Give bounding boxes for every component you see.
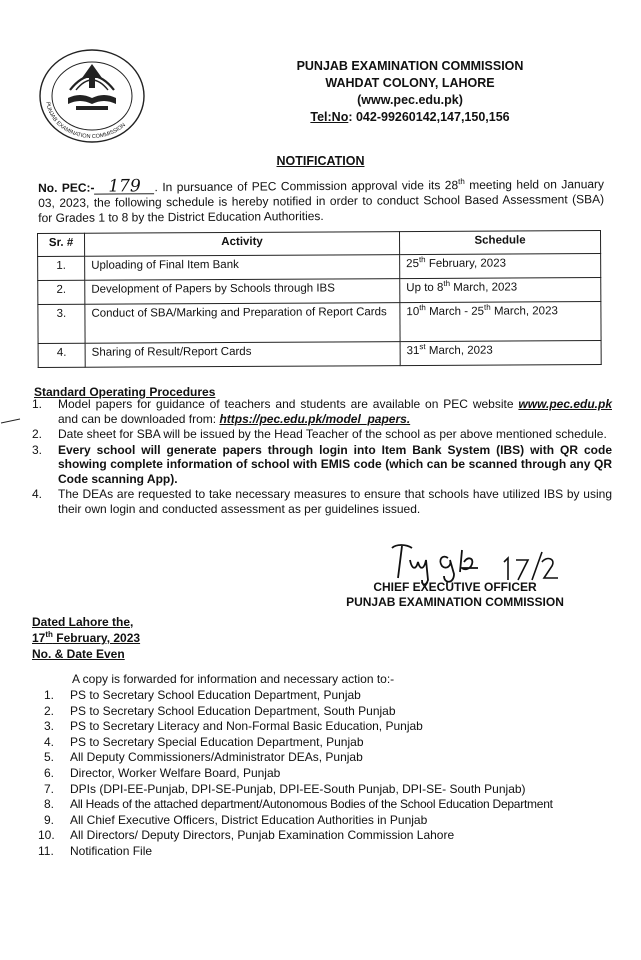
list-item bbox=[44, 813, 634, 829]
list-item bbox=[32, 427, 612, 442]
cell-sr: 4. bbox=[38, 343, 85, 367]
header-activity: Activity bbox=[85, 232, 400, 257]
cell-schedule bbox=[400, 278, 601, 303]
copy-item-text: PS to Secretary School Education Department, Punjab bbox=[70, 688, 361, 702]
cell-activity: Conduct of SBA/Marking and Preparation of Report Cards bbox=[85, 303, 400, 344]
notification-no-label: No. PEC:- bbox=[38, 180, 95, 195]
tel-label: Tel:No bbox=[310, 110, 349, 124]
cell-schedule bbox=[400, 302, 601, 342]
sched-text: 25 bbox=[406, 258, 419, 271]
model-papers-link[interactable]: https://pec.edu.pk/model_papers. bbox=[219, 411, 411, 426]
website-link[interactable]: www.pec.edu.pk bbox=[518, 397, 612, 411]
list-item bbox=[44, 735, 634, 751]
list-number: 1. bbox=[32, 397, 43, 411]
tel-number: : 042-99260142,147,150,156 bbox=[348, 110, 510, 124]
list-item bbox=[44, 688, 634, 704]
copy-item-text: All Deputy Commissioners/Administrator DEAs, Punjab bbox=[70, 750, 363, 765]
header-schedule: Schedule bbox=[399, 231, 600, 255]
cell-activity: Sharing of Result/Report Cards bbox=[85, 342, 400, 368]
list-number: 11. bbox=[38, 843, 54, 858]
dated-day: 17 bbox=[32, 631, 46, 645]
list-number: 1. bbox=[44, 688, 55, 702]
sched-sup: th bbox=[443, 279, 451, 289]
sched-text: February, 2023 bbox=[425, 257, 507, 270]
cell-sr: 1. bbox=[38, 256, 85, 280]
sop-item-text: Date sheet for SBA will be issued by the Head Teacher of the school as per above mentioned schedule. bbox=[58, 427, 607, 441]
sched-text: 10 bbox=[406, 305, 420, 319]
org-website: (www.pec.edu.pk) bbox=[357, 93, 463, 107]
list-item bbox=[44, 766, 634, 782]
list-number: 7. bbox=[44, 781, 55, 796]
list-item bbox=[44, 719, 634, 735]
list-number: 3. bbox=[32, 442, 43, 457]
notification-intro bbox=[38, 176, 604, 226]
list-number: 5. bbox=[44, 750, 55, 765]
cell-schedule bbox=[400, 341, 601, 366]
copy-item-text: Director, Worker Welfare Board, Punjab bbox=[70, 765, 281, 780]
pec-logo bbox=[28, 40, 156, 150]
sched-sup: th bbox=[418, 255, 426, 265]
list-item bbox=[38, 828, 634, 844]
sop-item-text bbox=[58, 397, 612, 426]
sched-sup: th bbox=[484, 302, 491, 312]
org-telephone bbox=[250, 109, 570, 126]
cell-sr: 2. bbox=[38, 280, 85, 304]
sop-list bbox=[32, 397, 612, 517]
signatory-org: PUNJAB EXAMINATION COMMISSION bbox=[346, 595, 564, 609]
copy-item-text: PS to Secretary School Education Department, South Punjab bbox=[70, 703, 396, 718]
notification-title: NOTIFICATION bbox=[276, 154, 365, 168]
copy-item-text: All Heads of the attached department/Autonomous Bodies of the School Education Department bbox=[70, 797, 553, 812]
list-number: 10. bbox=[38, 828, 55, 843]
list-number: 9. bbox=[44, 812, 55, 827]
list-item bbox=[32, 487, 612, 516]
dated-day-sup: th bbox=[45, 630, 53, 639]
sop-item-text: Every school will generate papers through login into Item Bank System (IBS) with QR code showing complete information of school with EMIS code (which can be scanned through any QR Code scanning App). bbox=[58, 442, 612, 486]
copy-item-text: All Directors/ Deputy Directors, Punjab Examination Commission Lahore bbox=[70, 828, 455, 843]
sop-title: Standard Operating Procedures bbox=[34, 385, 216, 399]
list-item bbox=[44, 750, 634, 766]
cell-sr: 3. bbox=[38, 304, 85, 343]
list-item bbox=[38, 843, 634, 860]
table-row bbox=[38, 341, 601, 368]
intro-text-2: meeting held on January 03, 2023, the following schedule is hereby notified in order to conduct School Based Assessment (SBA) for Grades 1 to 8 by the District Education Authorities. bbox=[38, 177, 605, 225]
sched-text: March - 25 bbox=[425, 305, 485, 318]
list-number: 4. bbox=[32, 487, 43, 501]
table-row bbox=[38, 254, 601, 281]
pen-mark-icon bbox=[0, 417, 22, 425]
list-item bbox=[32, 443, 612, 487]
sched-text: March, 2023 bbox=[450, 281, 518, 294]
table-row bbox=[38, 302, 601, 344]
sched-sup: th bbox=[419, 303, 426, 313]
cell-activity: Uploading of Final Item Bank bbox=[85, 255, 400, 281]
sched-text: 31 bbox=[406, 344, 420, 358]
list-item bbox=[44, 797, 634, 813]
signature-block bbox=[330, 580, 580, 610]
letterhead bbox=[250, 58, 570, 126]
intro-sup: th bbox=[458, 177, 465, 187]
sop-text: Model papers for guidance of teachers and students are available on PEC website bbox=[58, 397, 519, 411]
dated-line: Dated Lahore the, bbox=[32, 615, 134, 629]
copy-intro: A copy is forwarded for information and necessary action to:- bbox=[72, 672, 395, 686]
copy-item-text: DPIs (DPI-EE-Punjab, DPI-SE-Punjab, DPI-EE-South Punjab, DPI-SE- South Punjab) bbox=[70, 781, 526, 796]
dated-block bbox=[32, 614, 140, 662]
sop-text: and can be downloaded from: bbox=[58, 411, 220, 426]
org-name: PUNJAB EXAMINATION COMMISSION bbox=[296, 59, 524, 73]
header-sr: Sr. # bbox=[38, 233, 85, 256]
schedule-table bbox=[37, 230, 602, 368]
cell-schedule bbox=[400, 254, 601, 279]
list-item bbox=[32, 397, 612, 426]
dated-even: No. & Date Even bbox=[32, 647, 125, 661]
org-address: WAHDAT COLONY, LAHORE bbox=[325, 76, 495, 90]
sched-text: March, 2023 bbox=[490, 305, 558, 318]
list-item bbox=[44, 704, 634, 720]
copy-item-text: PS to Secretary Literacy and Non-Formal Basic Education, Punjab bbox=[70, 719, 423, 734]
list-number: 6. bbox=[44, 765, 55, 780]
notification-no-value: 179 bbox=[94, 179, 154, 194]
sched-sup: st bbox=[419, 342, 426, 352]
dated-month-year: February, 2023 bbox=[52, 631, 141, 645]
table-row bbox=[38, 278, 601, 305]
signatory-designation: CHIEF EXECUTIVE OFFICER bbox=[373, 580, 537, 594]
intro-text-1: . In pursuance of PEC Commission approval vide its 28 bbox=[154, 178, 459, 195]
list-number: 8. bbox=[44, 797, 55, 812]
list-number: 4. bbox=[44, 734, 55, 749]
list-number: 2. bbox=[32, 427, 43, 441]
copy-item-text: PS to Secretary Special Education Department, Punjab bbox=[70, 734, 364, 749]
sched-text: March, 2023 bbox=[425, 344, 493, 357]
table-header-row bbox=[38, 231, 601, 257]
logo-ring-text: PUNJAB EXAMINATION COMMISSION bbox=[44, 101, 127, 141]
copy-item-text: All Chief Executive Officers, District Education Authorities in Punjab bbox=[70, 812, 428, 827]
list-item bbox=[44, 782, 634, 798]
copy-item-text: Notification File bbox=[70, 843, 153, 858]
copy-list bbox=[38, 688, 634, 860]
sop-item-text: The DEAs are requested to take necessary measures to ensure that schools have utilized IBS by using their own login and conducted assessment as per guidelines issued. bbox=[58, 487, 612, 516]
sched-text: Up to 8 bbox=[406, 281, 444, 295]
dated-date bbox=[32, 630, 140, 646]
list-number: 3. bbox=[44, 719, 55, 734]
cell-activity: Development of Papers by Schools through IBS bbox=[85, 279, 400, 305]
list-number: 2. bbox=[44, 703, 55, 718]
